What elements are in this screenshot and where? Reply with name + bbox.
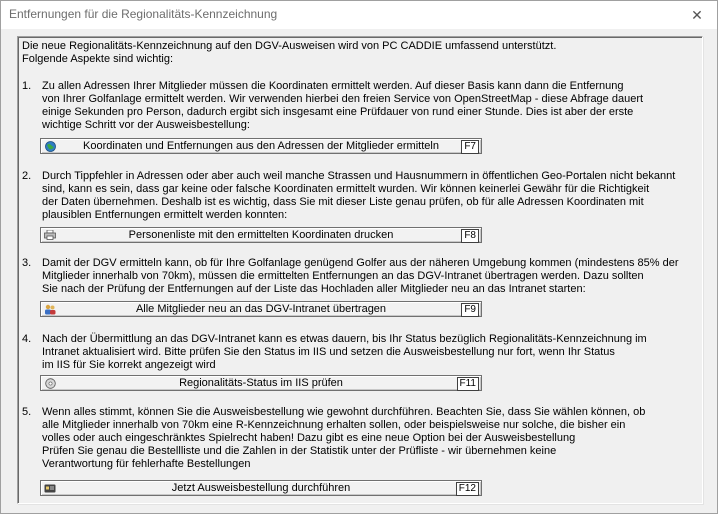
step-text: Nach der Übermittlung an das DGV-Intranet kann es etwas dauern, bis Ihr Status bezüglich Regionalitäts-Kennzeichnung im Intranet aktualisiert wird. Bitte prüfen Sie den Status im IIS und setzen die Ausweisbestellung nur fort, wenn Ihr Status im IIS für Sie korrekt angezeigt wird (42, 333, 647, 371)
button-label: Koordinaten und Entfernungen aus den Adressen der Mitglieder ermitteln (83, 140, 439, 152)
step-text: Durch Tippfehler in Adressen oder aber auch weil manche Strassen und Hausnummern in öffentlichen Geo-Portalen nicht bekannt sind, kann es sein, dass gar keine oder falsche Koordinaten ermittelt wurden. Wir können keinerlei Gewähr für die Richtigkeit der Daten übernehmen. Deshalb ist es wichtig, dass Sie mit dieser Liste genau prüfen, ob für alle Adressen Koordinaten mit plausiblen Entfernungen ermittelt werden konnten: (42, 170, 676, 221)
step-3 (22, 257, 702, 327)
intro-text: Die neue Regionalitäts-Kennzeichnung auf den DGV-Ausweisen wird von PC CADDIE umfassend unterstützt. Folgende Aspekte sind wichtig: (22, 40, 557, 65)
shortcut-key: F7 (461, 140, 479, 154)
step-1 (22, 80, 702, 160)
button-label: Jetzt Ausweisbestellung durchführen (171, 482, 351, 494)
determine-coordinates-button[interactable] (40, 138, 482, 154)
order-id-cards-button[interactable] (40, 480, 482, 496)
shortcut-key: F8 (461, 229, 479, 243)
step-text: Zu allen Adressen Ihrer Mitglieder müssen die Koordinaten ermittelt werden. Auf dieser Basis kann dann die Entfernung von Ihrer Golfanlage ermittelt werden. Wir verwenden hierbei den freien Service von OpenStreetMap - diese Abfrage dauert einige Sekunden pro Person, dadurch ergibt sich insgesamt eine Prüfdauer von rund einer Stunde. Dies ist aber der erste wichtige Schritt vor der Ausweisbestellung: (42, 80, 644, 131)
people-icon (44, 304, 56, 314)
button-label: Alle Mitglieder neu an das DGV-Intranet übertragen (135, 303, 387, 315)
window-title: Entfernungen für die Regionalitäts-Kennzeichnung (9, 7, 278, 21)
shortcut-key: F11 (457, 377, 480, 391)
step-text: Wenn alles stimmt, können Sie die Ausweisbestellung wie gewohnt durchführen. Beachten Sie, dass Sie wählen können, ob alle Mitglieder innerhalb von 70km eine R-Kennzeichnung erhalten sollen, oder beispielsweise nur solche, die bisher ein volles oder auch eingeschränktes Spielrecht haben! Dazu gibt es eine neue Option bei der Ausweisbestellung Prüfen Sie genau die Bestellliste und die Zahlen in der Statistik unter der Prüfliste - wir übernehmen keine Verantwortung für fehlerhafte Bestellungen (42, 406, 646, 470)
step-2 (22, 170, 702, 250)
step-number: 4. (22, 333, 32, 345)
step-number: 1. (22, 80, 32, 92)
close-icon[interactable]: ✕ (691, 6, 703, 23)
globe-icon (44, 141, 56, 151)
step-5 (22, 406, 702, 501)
step-number: 3. (22, 257, 32, 269)
print-person-list-button[interactable] (40, 227, 482, 243)
shortcut-key: F12 (456, 482, 479, 496)
upload-members-intranet-button[interactable] (40, 301, 482, 317)
check-iis-status-button[interactable] (40, 375, 482, 391)
step-text: Damit der DGV ermitteln kann, ob für Ihre Golfanlage genügend Golfer aus der näheren Umgebung kommen (mindestens 85% der Mitglieder innerhalb von 70km), müssen die ermittelten Entfernungen an das DGV-Intranet übertragen werden. Dazu sollten Sie nach der Prüfung der Entfernungen auf der Liste das Hochladen aller Mitglieder neu an das Intranet starten: (42, 257, 679, 295)
card-icon (44, 483, 56, 493)
step-4 (22, 333, 702, 393)
step-number: 2. (22, 170, 32, 182)
button-label: Regionalitäts-Status im IIS prüfen (179, 377, 343, 389)
step-number: 5. (22, 406, 32, 418)
disc-icon (44, 378, 56, 388)
shortcut-key: F9 (461, 303, 479, 317)
button-label: Personenliste mit den ermittelten Koordinaten drucken (128, 229, 394, 241)
printer-icon (44, 230, 56, 240)
title-bar (1, 1, 717, 29)
